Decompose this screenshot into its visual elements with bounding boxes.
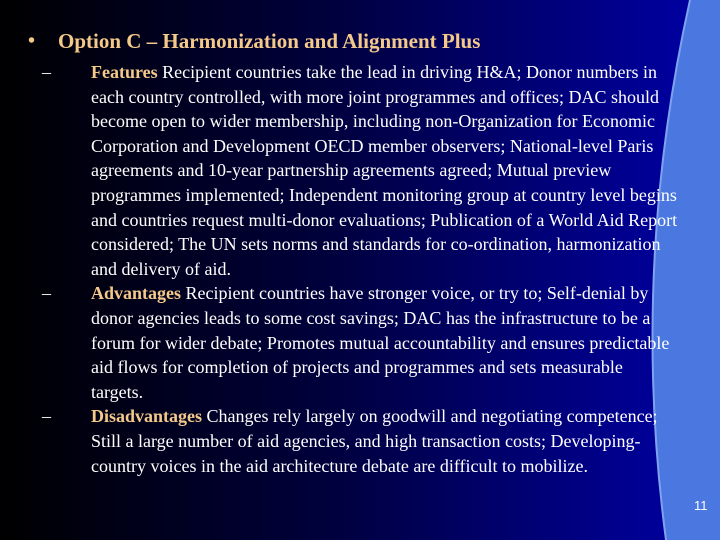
list-item-disadvantages (42, 404, 682, 478)
item-label: Features (91, 62, 158, 82)
item-text (91, 404, 679, 478)
dash-marker: – (42, 62, 51, 82)
slide-title: Option C – Harmonization and Alignment Plus (58, 29, 481, 53)
bullet-list (42, 60, 682, 478)
list-item-features (42, 60, 682, 281)
item-label: Advantages (91, 283, 182, 304)
item-body: Recipient countries have stronger voice, or try to; Self-denial by donor agencies leads to some cost savings; DAC has the infrastructure to be a forum for wider debate; Promotes mutual accountability and ensures predictable aid flows for completion of projects and programmes and sets measurable targets. (91, 283, 670, 402)
dash-marker: – (42, 406, 51, 427)
item-text (91, 60, 679, 281)
item-label: Disadvantages (91, 406, 203, 427)
item-text (91, 281, 679, 404)
item-body: Changes rely largely on goodwill and negotiating competence; Still a large number of aid agencies, and high transaction costs; Developing-country voices in the aid architecture debate are difficult to mobilize. (91, 406, 658, 476)
item-body: Recipient countries take the lead in driving H&A; Donor numbers in each country controlled, with more joint programmes and offices; DAC should become open to wider membership, including non-Organization for Economic Corporation and Development OECD member observers; National-level Paris agreements and 10-year partnership agreements agreed; Mutual preview programmes implemented; Independent monitoring group at country level begins and countries request multi-donor evaluations; Publication of a World Aid Report considered; The UN sets norms and standards for co-ordination, harmonization and delivery of aid. (91, 62, 678, 279)
list-item-advantages (42, 281, 682, 404)
title-bullet: • (28, 30, 36, 52)
page-number: 11 (694, 498, 708, 513)
title-row (28, 26, 480, 56)
dash-marker: – (42, 283, 51, 304)
